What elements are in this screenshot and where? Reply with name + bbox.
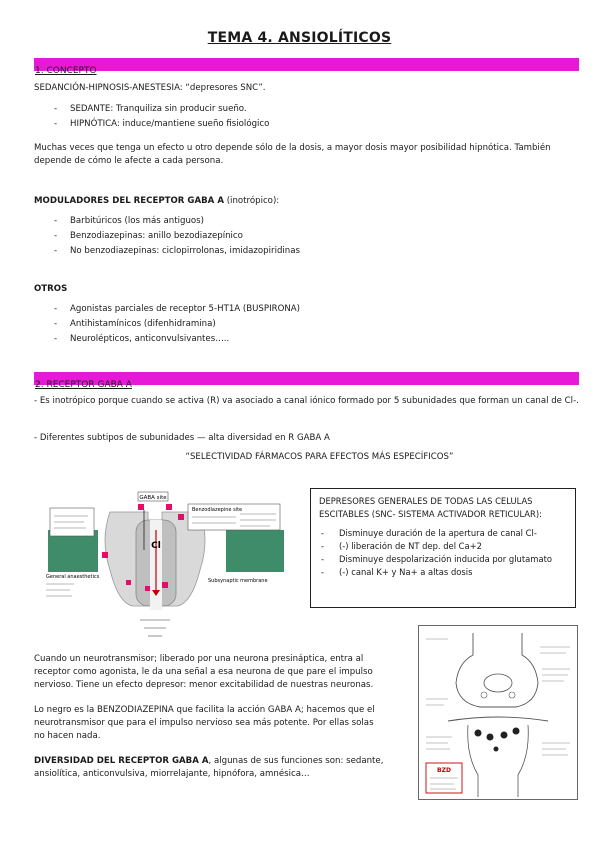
synapse-sketch (418, 625, 578, 800)
section-heading-text: 1. CONCEPTO (35, 66, 97, 76)
list-item: - Agonistas parciales de receptor 5-HT1A (BUSPIRONA) (34, 302, 579, 317)
intro-text: SEDANCIÓN-HIPNOSIS-ANESTESIA: “depresores SNC”. (34, 83, 266, 93)
gaba-site-label: GABA site (139, 495, 167, 501)
list-item: - No benzodiazepinas: ciclopirrolonas, imidazopiridinas (34, 244, 579, 259)
concept-paragraph: Muchas veces que tenga un efecto u otro depende sólo de la dosis, a mayor dosis mayor posibilidad hipnótica. También depende de cómo le afecte a cada persona. (34, 143, 551, 166)
benzodiazepine-paragraph: Lo negro es la BENZODIAZEPINA que facilita la acción GABA A; hacemos que el neurotransmisor que para el impulso nervioso sea más potente. Por ellas solas no hacen nada. (34, 705, 375, 741)
chloride-label: Cl (151, 541, 161, 551)
selectivity-quote: “SELECTIVIDAD FÁRMACOS PARA EFECTOS MÁS ESPECÍFICOS” (185, 452, 454, 462)
list-item: - Disminuye despolarización inducida por glutamato (311, 553, 575, 566)
gaba-site-marker (166, 504, 172, 510)
benzo-site-label: Benzodiazepine site (192, 507, 243, 513)
list-item: - (-) canal K+ y Na+ a altas dosis (311, 566, 575, 579)
modulators-heading (34, 195, 579, 208)
section-heading-text: 2. RECEPTOR GABA A (35, 380, 132, 390)
gaba-receptor-diagram (40, 490, 290, 640)
depressants-box (310, 488, 576, 608)
list-item: - (-) liberación de NT dep. del Ca+2 (311, 540, 575, 553)
receptor-paragraph-2: - Diferentes subtipos de subunidades — alta diversidad en R GABA A (34, 433, 330, 443)
list-item: - Benzodiazepinas: anillo bezodiazepínico (34, 229, 579, 244)
receptor-paragraph-1: - Es inotrópico porque cuando se activa (R) va asociado a canal iónico formado por 5 subunidades que forman un canal de Cl-. (34, 396, 579, 406)
membrane-right (226, 530, 284, 572)
diversity-text: , algunas de sus funciones son: sedante, ansiolítica, anticonvulsiva, miorrelajante, hipnófora, amnésica… (34, 756, 384, 779)
otros-heading: OTROS (34, 284, 68, 294)
bzd-label: BZD (437, 767, 451, 774)
modulators-title: MODULADORES DEL RECEPTOR GABA A (34, 196, 224, 206)
list-item: - Neurolépticos, anticonvulsivantes….. (34, 332, 579, 347)
diversity-paragraph (34, 755, 386, 781)
neurotransmitter-paragraph: Cuando un neurotransmisor; liberado por una neurona presináptica, entra al receptor como agonista, le da una señal a esa neurona de que pare el impulso nervioso. Tiene un efecto depresor: menor excitabilidad de nuestras neuronas. (34, 654, 374, 690)
list-item: - Barbitúricos (los más antiguos) (34, 214, 579, 229)
concept-list (34, 102, 579, 132)
page-title: TEMA 4. ANSIOLÍTICOS (207, 30, 392, 46)
otros-list (34, 302, 579, 347)
depressants-list (311, 527, 575, 579)
general-anesthetics-label: General anaesthetics (46, 574, 100, 580)
benzo-site-marker (178, 514, 184, 520)
modulators-suffix: (inotrópico): (223, 196, 280, 206)
diversity-title: DIVERSIDAD DEL RECEPTOR GABA A (34, 756, 209, 766)
section-heading-receptor (34, 372, 579, 390)
list-item: - HIPNÓTICA: induce/mantiene sueño fisiológico (34, 117, 579, 132)
gaba-site-marker (138, 504, 144, 510)
subsynaptic-label: Subsynaptic membrane (208, 578, 268, 584)
list-item: - Disminuye duración de la apertura de canal Cl- (311, 527, 575, 540)
channel-site-marker (162, 582, 168, 588)
anesthetic-site-marker (102, 552, 108, 558)
section-heading-concepto (34, 58, 579, 76)
depressants-box-title: DEPRESORES GENERALES DE TODAS LAS CELULAS ESCITABLES (SNC- SISTEMA ACTIVADOR RETICULAR): (319, 496, 542, 519)
list-item: - SEDANTE: Tranquiliza sin producir sueño. (34, 102, 579, 117)
modulators-list (34, 214, 579, 259)
list-item: - Antihistamínicos (difenhidramina) (34, 317, 579, 332)
